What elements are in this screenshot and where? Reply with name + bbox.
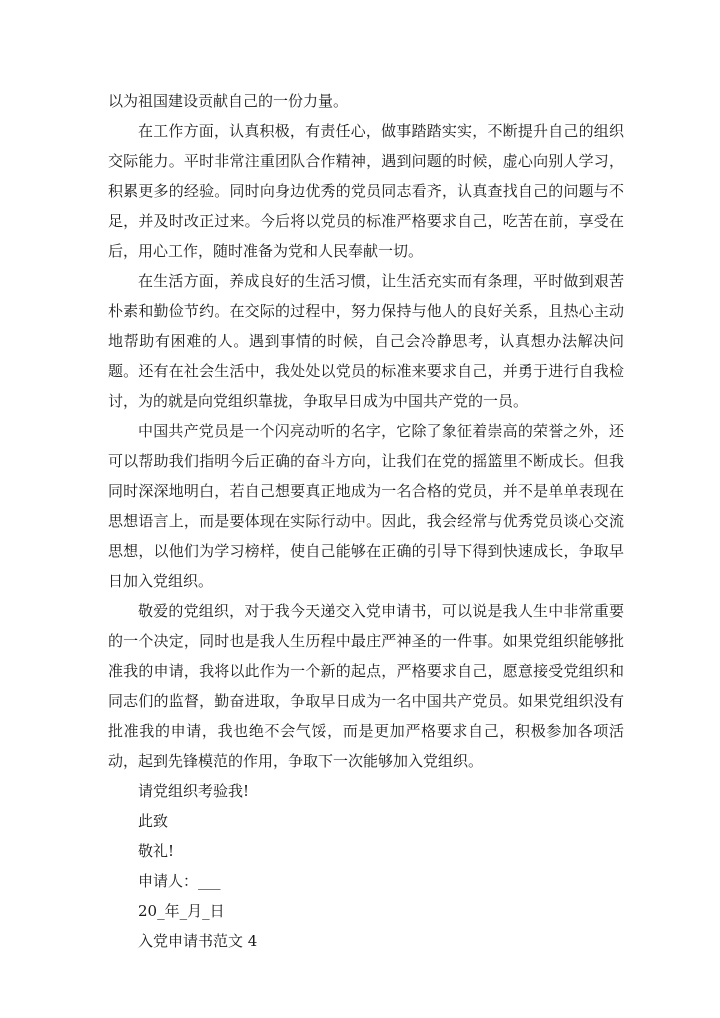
paragraph-line: 足，并及时改正过来。今后将以党员的标准严格要求自己，吃苦在前，享受在	[108, 212, 624, 230]
paragraph-line: 地帮助有困难的人。遇到事情的时候，自己会冷静思考，认真想办法解决问	[108, 332, 624, 350]
paragraph-line: 的一个决定，同时也是我人生历程中最庄严神圣的一件事。如果党组织能够批	[108, 632, 624, 650]
paragraph-line: 交际能力。平时非常注重团队合作精神，遇到问题的时候，虚心向别人学习，	[108, 152, 624, 170]
paragraph-line: 日加入党组织。	[108, 572, 214, 590]
salutation-line-2: 敬礼!	[138, 842, 175, 860]
applicant-signature: 申请人：___	[138, 872, 221, 890]
paragraph-line: 同时深深地明白，若自己想要真正地成为一名合格的党员，并不是单单表现在	[108, 482, 624, 500]
paragraph-party-member	[108, 416, 624, 596]
paragraph-line: 朴素和勤俭节约。在交际的过程中，努力保持与他人的良好关系，且热心主动	[108, 302, 624, 320]
continuation-line: 以为祖国建设贡献自己的一份力量。	[108, 92, 349, 110]
paragraph-line: 思想语言上，而是要体现在实际行动中。因此，我会经常与优秀党员谈心交流	[108, 512, 624, 530]
paragraph-line: 批准我的申请，我也绝不会气馁，而是更加严格要求自己，积极参加各项活	[108, 722, 624, 740]
salutation-line-1: 此致	[138, 812, 169, 830]
paragraph-line: 准我的申请，我将以此作为一个新的起点，严格要求自己，愿意接受党组织和	[108, 662, 624, 680]
paragraph-line: 可以帮助我们指明今后正确的奋斗方向，让我们在党的摇篮里不断成长。但我	[108, 452, 624, 470]
paragraph-line: 后，用心工作，随时准备为党和人民奉献一切。	[108, 242, 424, 260]
paragraph-line: 思想，以他们为学习榜样，使自己能够在正确的引导下得到快速成长，争取早	[108, 542, 624, 560]
paragraph-line: 在工作方面，认真积极，有责任心，做事踏踏实实，不断提升自己的组织	[138, 122, 624, 140]
paragraph-line: 讨，为的就是向党组织靠拢，争取早日成为中国共产党的一员。	[108, 392, 529, 410]
closing-request: 请党组织考验我!	[138, 782, 250, 800]
paragraph-application	[108, 596, 624, 776]
paragraph-line: 同志们的监督，勤奋进取，争取早日成为一名中国共产党员。如果党组织没有	[108, 692, 624, 710]
paragraph-line: 中国共产党员是一个闪亮动听的名字，它除了象征着崇高的荣誉之外，还	[138, 422, 624, 440]
closing-block	[108, 776, 624, 956]
paragraph-work	[108, 116, 624, 266]
paragraph-line: 动，起到先锋模范的作用，争取下一次能够加入党组织。	[108, 752, 484, 770]
paragraph-line: 积累更多的经验。同时向身边优秀的党员同志看齐，认真查找自己的问题与不	[108, 182, 624, 200]
application-date: 20_年_月_日	[138, 902, 225, 920]
paragraph-life	[108, 266, 624, 416]
paragraph-line: 题。还有在社会生活中，我处处以党员的标准来要求自己，并勇于进行自我检	[108, 362, 624, 380]
next-section-title: 入党申请书范文 4	[138, 932, 258, 950]
paragraph-line: 在生活方面，养成良好的生活习惯，让生活充实而有条理，平时做到艰苦	[138, 272, 624, 290]
paragraph-line: 敬爱的党组织，对于我今天递交入党申请书，可以说是我人生中非常重要	[138, 602, 624, 620]
